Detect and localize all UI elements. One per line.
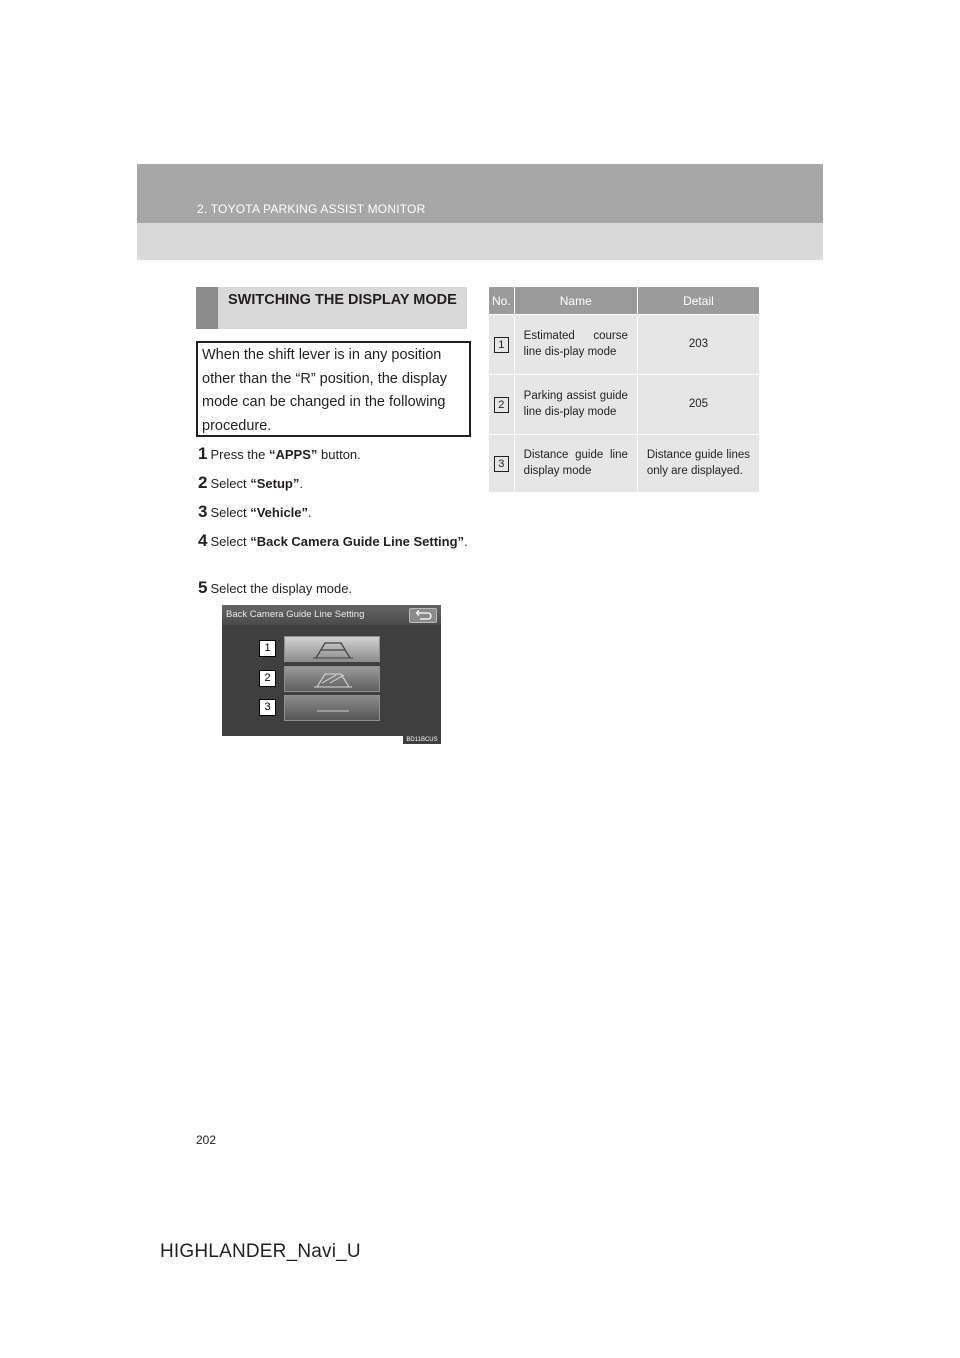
intro-box: When the shift lever is in any position other than the “R” position, the display mode can be changed in the following procedure. (196, 341, 471, 437)
table-row (489, 435, 759, 493)
back-button[interactable] (409, 608, 437, 623)
section-heading (196, 287, 467, 329)
estimated-course-line-option[interactable] (284, 636, 380, 662)
row-number: 2 (489, 375, 514, 435)
header-no: No. (489, 287, 514, 315)
row-detail: 203 (637, 315, 759, 375)
table-header-row (489, 287, 759, 315)
screen-illustration (222, 605, 441, 736)
row-number: 3 (489, 435, 514, 493)
header-name: Name (514, 287, 637, 315)
step-2: 2 Select “Setup”. (198, 473, 303, 492)
step-5: 5 Select the display mode. (198, 578, 353, 597)
guide-line-icon (285, 667, 381, 693)
screen-title: Back Camera Guide Line Setting (222, 605, 441, 625)
row-detail: 205 (637, 375, 759, 435)
parking-assist-guide-line-option[interactable] (284, 666, 380, 692)
page-number: 202 (196, 1133, 217, 1147)
course-line-icon (285, 637, 381, 663)
distance-guide-line-option[interactable] (284, 695, 380, 721)
header-band (137, 164, 823, 260)
callout-1: 1 (259, 640, 276, 657)
row-detail: Distance guide lines only are displayed. (637, 435, 759, 493)
section-heading-bar (196, 287, 218, 329)
row-name: Parking assist guide line dis-play mode (514, 375, 637, 435)
step-3: 3 Select “Vehicle”. (198, 502, 312, 521)
callout-3: 3 (259, 699, 276, 716)
row-number: 1 (489, 315, 514, 375)
step-4: 4 Select “Back Camera Guide Line Setting”. (198, 531, 468, 550)
step-1: 1 Press the “APPS” button. (198, 444, 361, 463)
table-row (489, 315, 759, 375)
table-row (489, 375, 759, 435)
section-title: SWITCHING THE DISPLAY MODE (228, 292, 457, 308)
document-id: HIGHLANDER_Navi_U (160, 1241, 361, 1262)
mode-table (489, 287, 759, 492)
row-name: Estimated course line dis-play mode (514, 315, 637, 375)
row-name: Distance guide line display mode (514, 435, 637, 493)
chapter-title: 2. TOYOTA PARKING ASSIST MONITOR (197, 202, 426, 216)
header-detail: Detail (637, 287, 759, 315)
header-bar (137, 164, 823, 223)
image-code: BD11BCUS (403, 736, 441, 744)
distance-line-icon (285, 696, 381, 722)
callout-2: 2 (259, 670, 276, 687)
back-arrow-icon (410, 609, 436, 622)
